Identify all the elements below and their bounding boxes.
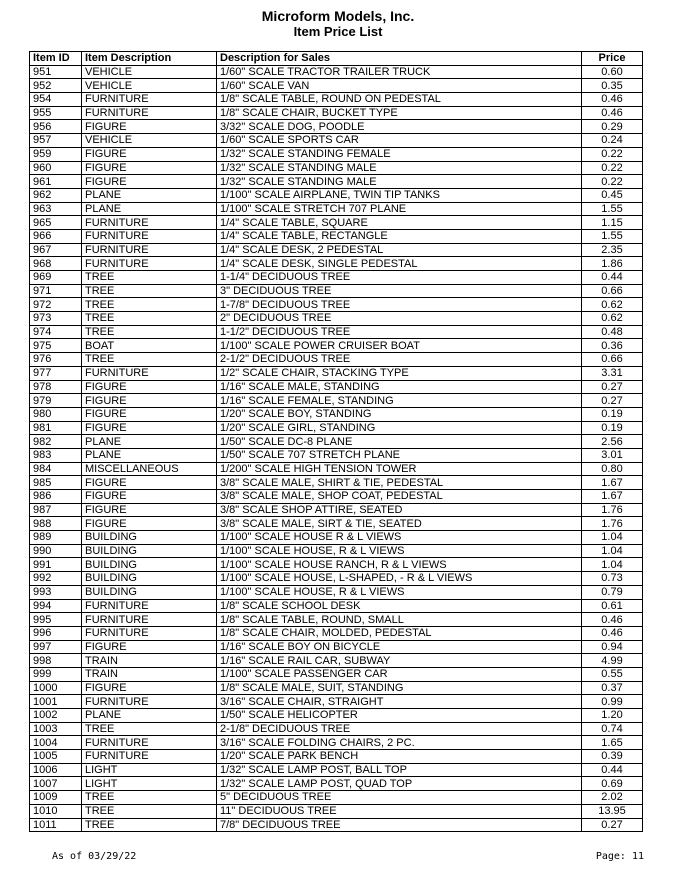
cell-item-description: FURNITURE (82, 599, 217, 613)
cell-item-id: 982 (30, 435, 82, 449)
cell-item-id: 1009 (30, 791, 82, 805)
cell-price: 2.02 (582, 791, 643, 805)
table-row (30, 585, 643, 599)
cell-price: 1.55 (582, 202, 643, 216)
cell-item-description: FURNITURE (82, 613, 217, 627)
cell-price: 0.66 (582, 353, 643, 367)
cell-price: 1.65 (582, 736, 643, 750)
table-row (30, 462, 643, 476)
table-row (30, 804, 643, 818)
table-row (30, 722, 643, 736)
cell-sales-description: 1-1/4" DECIDUOUS TREE (217, 271, 582, 285)
column-header-item-id: Item ID (30, 52, 82, 66)
cell-item-description: BUILDING (82, 531, 217, 545)
cell-item-description: VEHICLE (82, 79, 217, 93)
cell-sales-description: 2" DECIDUOUS TREE (217, 312, 582, 326)
cell-item-description: LIGHT (82, 777, 217, 791)
table-row (30, 284, 643, 298)
cell-sales-description: 3/16" SCALE CHAIR, STRAIGHT (217, 695, 582, 709)
cell-item-id: 975 (30, 339, 82, 353)
cell-item-id: 996 (30, 626, 82, 640)
cell-item-description: PLANE (82, 448, 217, 462)
cell-price: 1.15 (582, 216, 643, 230)
cell-sales-description: 1/8" SCALE TABLE, ROUND ON PEDESTAL (217, 93, 582, 107)
cell-item-id: 960 (30, 161, 82, 175)
cell-item-id: 961 (30, 175, 82, 189)
cell-sales-description: 1/60" SCALE SPORTS CAR (217, 134, 582, 148)
cell-price: 0.45 (582, 188, 643, 202)
table-row (30, 243, 643, 257)
cell-sales-description: 1/100" SCALE HOUSE, L-SHAPED, - R & L VIEWS (217, 572, 582, 586)
cell-sales-description: 1/100" SCALE POWER CRUISER BOAT (217, 339, 582, 353)
cell-item-description: PLANE (82, 435, 217, 449)
cell-item-description: FURNITURE (82, 216, 217, 230)
table-row (30, 394, 643, 408)
cell-sales-description: 2-1/2" DECIDUOUS TREE (217, 353, 582, 367)
table-row (30, 161, 643, 175)
cell-price: 0.27 (582, 380, 643, 394)
cell-item-id: 962 (30, 188, 82, 202)
table-row (30, 134, 643, 148)
cell-price: 0.19 (582, 421, 643, 435)
cell-item-id: 955 (30, 106, 82, 120)
cell-sales-description: 1/2" SCALE CHAIR, STACKING TYPE (217, 366, 582, 380)
cell-price: 1.67 (582, 490, 643, 504)
cell-item-description: FIGURE (82, 421, 217, 435)
cell-item-description: FURNITURE (82, 93, 217, 107)
cell-sales-description: 5" DECIDUOUS TREE (217, 791, 582, 805)
cell-item-id: 966 (30, 229, 82, 243)
table-row (30, 175, 643, 189)
cell-sales-description: 1/4" SCALE DESK, 2 PEDESTAL (217, 243, 582, 257)
cell-item-description: FIGURE (82, 380, 217, 394)
cell-item-id: 1010 (30, 804, 82, 818)
table-row (30, 818, 643, 832)
cell-item-description: BUILDING (82, 572, 217, 586)
cell-sales-description: 3/8" SCALE SHOP ATTIRE, SEATED (217, 503, 582, 517)
table-row (30, 79, 643, 93)
cell-sales-description: 3" DECIDUOUS TREE (217, 284, 582, 298)
cell-item-id: 983 (30, 448, 82, 462)
cell-item-description: FIGURE (82, 161, 217, 175)
cell-sales-description: 1/60" SCALE TRACTOR TRAILER TRUCK (217, 65, 582, 79)
cell-sales-description: 1/100" SCALE HOUSE R & L VIEWS (217, 531, 582, 545)
cell-sales-description: 1/32" SCALE STANDING FEMALE (217, 147, 582, 161)
table-row (30, 188, 643, 202)
cell-item-id: 972 (30, 298, 82, 312)
cell-item-id: 952 (30, 79, 82, 93)
cell-sales-description: 3/8" SCALE MALE, SHOP COAT, PEDESTAL (217, 490, 582, 504)
cell-item-id: 993 (30, 585, 82, 599)
cell-price: 0.44 (582, 271, 643, 285)
table-row (30, 93, 643, 107)
cell-item-description: BOAT (82, 339, 217, 353)
cell-sales-description: 1/8" SCALE MALE, SUIT, STANDING (217, 681, 582, 695)
cell-item-id: 1004 (30, 736, 82, 750)
table-row (30, 435, 643, 449)
cell-item-description: FURNITURE (82, 243, 217, 257)
cell-item-id: 965 (30, 216, 82, 230)
cell-item-id: 977 (30, 366, 82, 380)
table-row (30, 106, 643, 120)
table-row (30, 202, 643, 216)
cell-item-id: 981 (30, 421, 82, 435)
table-row (30, 531, 643, 545)
cell-price: 0.69 (582, 777, 643, 791)
table-row (30, 599, 643, 613)
cell-price: 4.99 (582, 654, 643, 668)
cell-price: 1.76 (582, 503, 643, 517)
cell-price: 0.79 (582, 585, 643, 599)
table-row (30, 503, 643, 517)
cell-item-description: FURNITURE (82, 366, 217, 380)
cell-sales-description: 1/100" SCALE HOUSE, R & L VIEWS (217, 585, 582, 599)
table-row (30, 667, 643, 681)
cell-item-description: FIGURE (82, 640, 217, 654)
table-row (30, 763, 643, 777)
cell-price: 1.86 (582, 257, 643, 271)
table-row (30, 325, 643, 339)
cell-item-description: BUILDING (82, 558, 217, 572)
cell-price: 0.27 (582, 394, 643, 408)
table-body (30, 65, 643, 832)
cell-item-id: 986 (30, 490, 82, 504)
cell-item-description: TREE (82, 325, 217, 339)
cell-price: 3.31 (582, 366, 643, 380)
cell-item-description: FIGURE (82, 147, 217, 161)
cell-item-id: 994 (30, 599, 82, 613)
cell-item-id: 990 (30, 544, 82, 558)
cell-sales-description: 1/100" SCALE STRETCH 707 PLANE (217, 202, 582, 216)
cell-sales-description: 1/32" SCALE LAMP POST, BALL TOP (217, 763, 582, 777)
cell-item-id: 987 (30, 503, 82, 517)
cell-price: 0.46 (582, 613, 643, 627)
cell-sales-description: 1/32" SCALE STANDING MALE (217, 161, 582, 175)
table-row (30, 271, 643, 285)
cell-item-id: 989 (30, 531, 82, 545)
cell-price: 1.76 (582, 517, 643, 531)
cell-price: 0.35 (582, 79, 643, 93)
cell-item-id: 1007 (30, 777, 82, 791)
cell-item-id: 956 (30, 120, 82, 134)
cell-item-description: PLANE (82, 202, 217, 216)
cell-item-id: 984 (30, 462, 82, 476)
table-row (30, 736, 643, 750)
cell-item-id: 976 (30, 353, 82, 367)
cell-price: 0.22 (582, 175, 643, 189)
cell-sales-description: 1/16" SCALE MALE, STANDING (217, 380, 582, 394)
cell-price: 0.44 (582, 763, 643, 777)
table-row (30, 216, 643, 230)
cell-price: 0.39 (582, 750, 643, 764)
cell-item-id: 1001 (30, 695, 82, 709)
cell-item-id: 995 (30, 613, 82, 627)
cell-sales-description: 1/100" SCALE HOUSE, R & L VIEWS (217, 544, 582, 558)
cell-item-id: 969 (30, 271, 82, 285)
table-row (30, 339, 643, 353)
cell-sales-description: 3/8" SCALE MALE, SHIRT & TIE, PEDESTAL (217, 476, 582, 490)
cell-item-description: TRAIN (82, 667, 217, 681)
cell-sales-description: 1/20" SCALE PARK BENCH (217, 750, 582, 764)
table-row (30, 544, 643, 558)
page-title: Item Price List (293, 24, 383, 39)
cell-item-description: TREE (82, 298, 217, 312)
cell-item-description: FIGURE (82, 681, 217, 695)
cell-price: 0.80 (582, 462, 643, 476)
cell-item-description: FURNITURE (82, 626, 217, 640)
cell-item-description: TREE (82, 353, 217, 367)
cell-item-description: VEHICLE (82, 134, 217, 148)
cell-sales-description: 2-1/8" DECIDUOUS TREE (217, 722, 582, 736)
cell-sales-description: 1/8" SCALE TABLE, ROUND, SMALL (217, 613, 582, 627)
cell-item-description: PLANE (82, 188, 217, 202)
cell-item-description: FURNITURE (82, 750, 217, 764)
cell-item-description: TREE (82, 722, 217, 736)
table-header-row (30, 52, 643, 66)
cell-item-description: BUILDING (82, 544, 217, 558)
cell-sales-description: 1/100" SCALE HOUSE RANCH, R & L VIEWS (217, 558, 582, 572)
cell-sales-description: 1/32" SCALE STANDING MALE (217, 175, 582, 189)
cell-price: 0.36 (582, 339, 643, 353)
cell-item-description: FIGURE (82, 175, 217, 189)
cell-sales-description: 1/8" SCALE CHAIR, BUCKET TYPE (217, 106, 582, 120)
table-row (30, 448, 643, 462)
cell-price: 13.95 (582, 804, 643, 818)
cell-price: 1.04 (582, 544, 643, 558)
cell-item-description: FIGURE (82, 407, 217, 421)
table-row (30, 298, 643, 312)
table-row (30, 626, 643, 640)
cell-price: 0.55 (582, 667, 643, 681)
table-row (30, 147, 643, 161)
cell-item-description: FIGURE (82, 394, 217, 408)
cell-sales-description: 1/16" SCALE FEMALE, STANDING (217, 394, 582, 408)
cell-price: 0.60 (582, 65, 643, 79)
cell-price: 0.74 (582, 722, 643, 736)
price-table (29, 51, 643, 832)
cell-item-id: 1006 (30, 763, 82, 777)
cell-item-id: 957 (30, 134, 82, 148)
cell-price: 0.48 (582, 325, 643, 339)
table-row (30, 640, 643, 654)
cell-item-description: FIGURE (82, 517, 217, 531)
cell-item-description: TRAIN (82, 654, 217, 668)
cell-item-id: 991 (30, 558, 82, 572)
cell-price: 0.19 (582, 407, 643, 421)
cell-price: 0.24 (582, 134, 643, 148)
cell-price: 0.62 (582, 298, 643, 312)
cell-item-description: VEHICLE (82, 65, 217, 79)
cell-price: 2.35 (582, 243, 643, 257)
cell-item-id: 988 (30, 517, 82, 531)
cell-item-id: 998 (30, 654, 82, 668)
cell-price: 0.99 (582, 695, 643, 709)
cell-item-description: FIGURE (82, 503, 217, 517)
cell-item-id: 967 (30, 243, 82, 257)
cell-item-id: 1000 (30, 681, 82, 695)
table-row (30, 380, 643, 394)
cell-item-description: LIGHT (82, 763, 217, 777)
table-row (30, 791, 643, 805)
cell-item-description: FURNITURE (82, 736, 217, 750)
cell-price: 1.04 (582, 558, 643, 572)
cell-price: 0.46 (582, 106, 643, 120)
cell-price: 0.46 (582, 93, 643, 107)
cell-sales-description: 3/16" SCALE FOLDING CHAIRS, 2 PC. (217, 736, 582, 750)
cell-price: 0.29 (582, 120, 643, 134)
cell-sales-description: 1/50" SCALE DC-8 PLANE (217, 435, 582, 449)
cell-price: 0.61 (582, 599, 643, 613)
cell-item-id: 971 (30, 284, 82, 298)
cell-item-description: TREE (82, 312, 217, 326)
table-row (30, 407, 643, 421)
cell-item-description: MISCELLANEOUS (82, 462, 217, 476)
cell-sales-description: 1/20" SCALE GIRL, STANDING (217, 421, 582, 435)
cell-item-id: 1005 (30, 750, 82, 764)
cell-price: 1.55 (582, 229, 643, 243)
table-row (30, 65, 643, 79)
page-number: Page: 11 (595, 851, 644, 862)
cell-item-description: FIGURE (82, 476, 217, 490)
cell-item-description: FURNITURE (82, 106, 217, 120)
cell-sales-description: 3/8" SCALE MALE, SIRT & TIE, SEATED (217, 517, 582, 531)
cell-item-id: 985 (30, 476, 82, 490)
table-row (30, 777, 643, 791)
cell-price: 3.01 (582, 448, 643, 462)
cell-item-id: 1011 (30, 818, 82, 832)
cell-sales-description: 1/8" SCALE CHAIR, MOLDED, PEDESTAL (217, 626, 582, 640)
table-row (30, 695, 643, 709)
cell-sales-description: 7/8" DECIDUOUS TREE (217, 818, 582, 832)
cell-item-id: 959 (30, 147, 82, 161)
cell-sales-description: 1/100" SCALE AIRPLANE, TWIN TIP TANKS (217, 188, 582, 202)
cell-item-id: 997 (30, 640, 82, 654)
cell-item-id: 980 (30, 407, 82, 421)
cell-price: 0.22 (582, 161, 643, 175)
cell-price: 0.46 (582, 626, 643, 640)
table-row (30, 750, 643, 764)
cell-item-id: 999 (30, 667, 82, 681)
table-row (30, 353, 643, 367)
cell-item-description: BUILDING (82, 585, 217, 599)
cell-item-id: 968 (30, 257, 82, 271)
table-row (30, 312, 643, 326)
cell-price: 1.67 (582, 476, 643, 490)
table-row (30, 229, 643, 243)
table-row (30, 120, 643, 134)
cell-price: 0.27 (582, 818, 643, 832)
cell-item-id: 974 (30, 325, 82, 339)
cell-sales-description: 1-7/8" DECIDUOUS TREE (217, 298, 582, 312)
table-row (30, 366, 643, 380)
cell-item-description: TREE (82, 284, 217, 298)
cell-sales-description: 1-1/2" DECIDUOUS TREE (217, 325, 582, 339)
cell-sales-description: 1/32" SCALE LAMP POST, QUAD TOP (217, 777, 582, 791)
table-row (30, 558, 643, 572)
cell-sales-description: 1/20" SCALE BOY, STANDING (217, 407, 582, 421)
cell-sales-description: 1/50" SCALE HELICOPTER (217, 709, 582, 723)
cell-item-id: 1002 (30, 709, 82, 723)
cell-sales-description: 3/32" SCALE DOG, POODLE (217, 120, 582, 134)
cell-item-description: FIGURE (82, 120, 217, 134)
table-row (30, 572, 643, 586)
cell-price: 1.20 (582, 709, 643, 723)
cell-item-description: TREE (82, 804, 217, 818)
cell-item-description: TREE (82, 271, 217, 285)
table-row (30, 257, 643, 271)
cell-item-id: 992 (30, 572, 82, 586)
cell-item-description: TREE (82, 791, 217, 805)
page-header (0, 8, 676, 40)
cell-sales-description: 1/60" SCALE VAN (217, 79, 582, 93)
cell-price: 2.56 (582, 435, 643, 449)
cell-item-id: 973 (30, 312, 82, 326)
cell-price: 0.94 (582, 640, 643, 654)
column-header-description-for-sales: Description for Sales (217, 52, 582, 66)
cell-sales-description: 1/200" SCALE HIGH TENSION TOWER (217, 462, 582, 476)
cell-item-description: FURNITURE (82, 229, 217, 243)
cell-sales-description: 1/16" SCALE BOY ON BICYCLE (217, 640, 582, 654)
column-header-item-description: Item Description (82, 52, 217, 66)
cell-sales-description: 1/4" SCALE TABLE, SQUARE (217, 216, 582, 230)
table-row (30, 490, 643, 504)
cell-item-id: 954 (30, 93, 82, 107)
table-row (30, 709, 643, 723)
cell-item-id: 963 (30, 202, 82, 216)
as-of-date: As of 03/29/22 (52, 851, 137, 862)
table-row (30, 681, 643, 695)
cell-item-id: 951 (30, 65, 82, 79)
cell-sales-description: 1/4" SCALE DESK, SINGLE PEDESTAL (217, 257, 582, 271)
cell-price: 0.62 (582, 312, 643, 326)
cell-sales-description: 1/50" SCALE 707 STRETCH PLANE (217, 448, 582, 462)
cell-sales-description: 11" DECIDUOUS TREE (217, 804, 582, 818)
cell-item-id: 978 (30, 380, 82, 394)
table-row (30, 654, 643, 668)
cell-sales-description: 1/100" SCALE PASSENGER CAR (217, 667, 582, 681)
column-header-price: Price (582, 52, 643, 66)
cell-price: 0.37 (582, 681, 643, 695)
table-row (30, 517, 643, 531)
cell-item-description: PLANE (82, 709, 217, 723)
cell-sales-description: 1/4" SCALE TABLE, RECTANGLE (217, 229, 582, 243)
cell-item-description: FIGURE (82, 490, 217, 504)
cell-sales-description: 1/8" SCALE SCHOOL DESK (217, 599, 582, 613)
cell-item-id: 1003 (30, 722, 82, 736)
table-row (30, 421, 643, 435)
cell-item-description: TREE (82, 818, 217, 832)
cell-item-description: FURNITURE (82, 257, 217, 271)
cell-price: 0.73 (582, 572, 643, 586)
cell-sales-description: 1/16" SCALE RAIL CAR, SUBWAY (217, 654, 582, 668)
cell-price: 1.04 (582, 531, 643, 545)
cell-item-id: 979 (30, 394, 82, 408)
company-name: Microform Models, Inc. (261, 8, 415, 24)
cell-item-description: FURNITURE (82, 695, 217, 709)
table-row (30, 613, 643, 627)
cell-price: 0.22 (582, 147, 643, 161)
table-row (30, 476, 643, 490)
cell-price: 0.66 (582, 284, 643, 298)
